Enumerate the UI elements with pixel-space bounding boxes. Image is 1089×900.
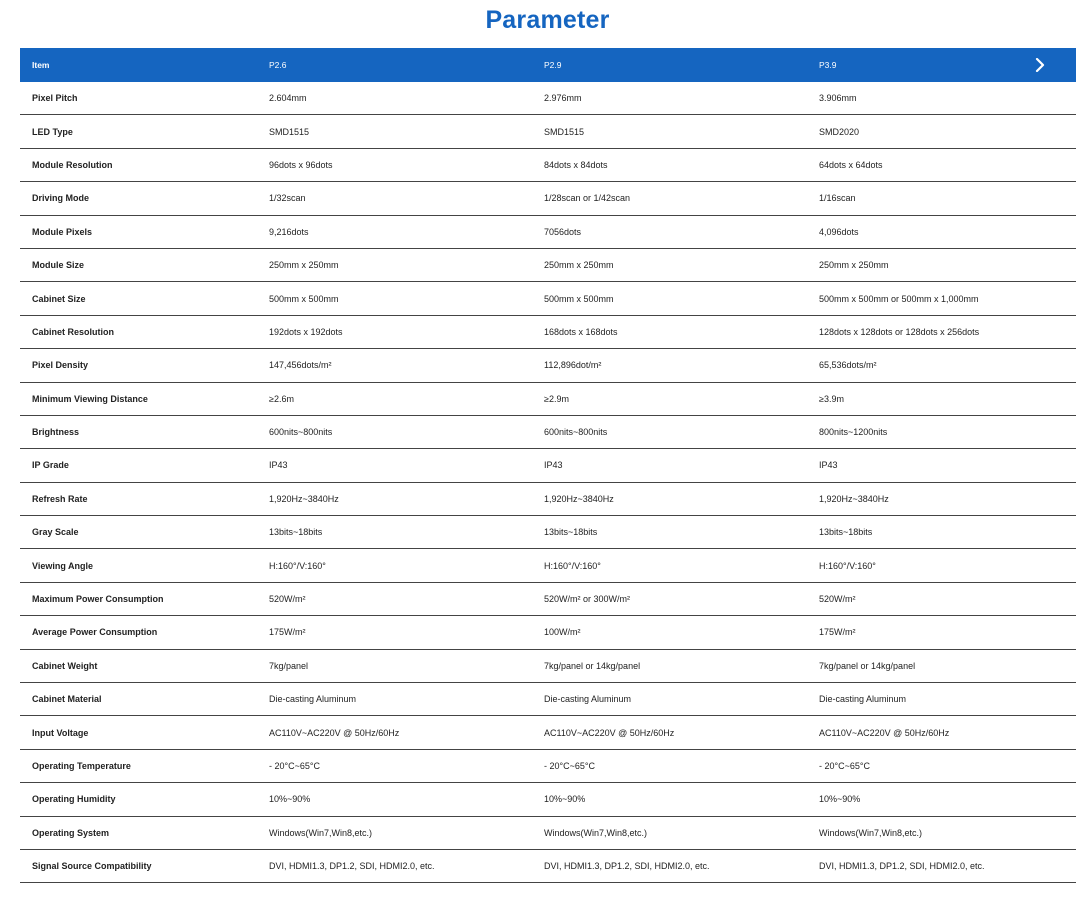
table-row [20,316,1076,349]
table-row [20,182,1076,215]
row-label: Input Voltage [32,727,89,738]
table-row [20,149,1076,182]
value-p3-9: ≥3.9m [819,393,844,404]
header-model-p2-6: P2.6 [269,60,287,70]
value-p2-9: H:160°/V:160° [544,560,601,571]
value-p2-9: 2.976mm [544,93,582,104]
value-p3-9: 500mm x 500mm or 500mm x 1,000mm [819,293,979,304]
table-body [20,82,1076,883]
value-p3-9: 7kg/panel or 14kg/panel [819,660,916,671]
value-p2-9: 168dots x 168dots [544,326,618,337]
value-p2-9: 500mm x 500mm [544,293,614,304]
value-p3-9: 128dots x 128dots or 128dots x 256dots [819,326,980,337]
header-model-p2-9: P2.9 [544,60,562,70]
header-item: Item [32,60,50,70]
row-label: Average Power Consumption [32,627,158,638]
table-row [20,516,1076,549]
value-p3-9: SMD2020 [819,126,860,137]
next-columns-button[interactable] [1030,48,1050,82]
parameter-table [20,48,1076,883]
table-row [20,82,1076,115]
value-p3-9: 13bits~18bits [819,527,873,538]
value-p2-9: ≥2.9m [544,393,569,404]
table-row [20,282,1076,315]
value-p2-6: ≥2.6m [269,393,294,404]
table-row [20,683,1076,716]
value-p2-9: Die-casting Aluminum [544,694,632,705]
value-p2-6: Die-casting Aluminum [269,694,357,705]
row-label: Operating System [32,827,110,838]
value-p2-9: 1/28scan or 1/42scan [544,193,631,204]
value-p2-6: 520W/m² [269,594,306,605]
table-row [20,416,1076,449]
table-row [20,716,1076,749]
table-row [20,783,1076,816]
value-p2-6: Windows(Win7,Win8,etc.) [269,827,373,838]
value-p2-6: 250mm x 250mm [269,260,339,271]
row-label: Cabinet Resolution [32,326,115,337]
value-p2-6: 147,456dots/m² [269,360,332,371]
value-p3-9: 4,096dots [819,226,859,237]
row-label: Cabinet Weight [32,660,98,671]
value-p2-6: 10%~90% [269,794,311,805]
value-p2-9: Windows(Win7,Win8,etc.) [544,827,648,838]
value-p2-6: 175W/m² [269,627,306,638]
value-p2-6: 96dots x 96dots [269,159,333,170]
table-row [20,115,1076,148]
row-label: Pixel Pitch [32,93,78,104]
table-row [20,750,1076,783]
value-p2-9: 13bits~18bits [544,527,598,538]
value-p2-6: DVI, HDMI1.3, DP1.2, SDI, HDMI2.0, etc. [269,861,435,872]
value-p3-9: - 20°C~65°C [819,761,870,771]
row-label: Gray Scale [32,527,79,538]
page-title: Parameter [485,6,610,34]
row-label: Brightness [32,427,80,438]
table-header-row [20,48,1076,82]
value-p2-9: 1,920Hz~3840Hz [544,493,614,504]
value-p3-9: 64dots x 64dots [819,159,883,170]
table-row [20,850,1076,883]
row-label: Signal Source Compatibility [32,861,152,872]
value-p3-9: 250mm x 250mm [819,260,889,271]
value-p3-9: H:160°/V:160° [819,560,876,571]
value-p2-9: AC110V~AC220V @ 50Hz/60Hz [544,727,675,738]
value-p2-6: 500mm x 500mm [269,293,339,304]
row-label: Cabinet Material [32,694,102,705]
row-label: Maximum Power Consumption [32,594,164,605]
table-row [20,583,1076,616]
table-row [20,216,1076,249]
row-label: Operating Temperature [32,761,131,771]
value-p2-6: 13bits~18bits [269,527,323,538]
value-p2-9: DVI, HDMI1.3, DP1.2, SDI, HDMI2.0, etc. [544,861,710,872]
value-p3-9: 10%~90% [819,794,861,805]
value-p3-9: 65,536dots/m² [819,360,877,371]
value-p2-6: AC110V~AC220V @ 50Hz/60Hz [269,727,400,738]
value-p2-6: 2.604mm [269,93,307,104]
table-row [20,817,1076,850]
table-row [20,616,1076,649]
value-p2-9: 84dots x 84dots [544,159,608,170]
value-p2-6: 1/32scan [269,193,306,204]
table-row [20,549,1076,582]
value-p2-9: 112,896dot/m² [544,360,602,371]
chevron-right-icon [1035,58,1045,72]
value-p3-9: 1/16scan [819,193,856,204]
value-p2-6: 192dots x 192dots [269,326,343,337]
value-p2-6: 7kg/panel [269,660,309,671]
row-label: Viewing Angle [32,560,94,571]
value-p3-9: DVI, HDMI1.3, DP1.2, SDI, HDMI2.0, etc. [819,861,985,872]
row-label: Module Pixels [32,226,93,237]
row-label: Minimum Viewing Distance [32,393,148,404]
value-p3-9: Die-casting Aluminum [819,694,907,705]
row-label: Driving Mode [32,193,90,204]
row-label: LED Type [32,126,73,137]
value-p2-9: IP43 [544,460,563,471]
value-p3-9: 1,920Hz~3840Hz [819,493,889,504]
value-p2-6: 1,920Hz~3840Hz [269,493,339,504]
table-row [20,349,1076,382]
value-p2-9: 600nits~800nits [544,427,608,438]
value-p3-9: AC110V~AC220V @ 50Hz/60Hz [819,727,950,738]
value-p3-9: IP43 [819,460,838,471]
value-p3-9: Windows(Win7,Win8,etc.) [819,827,923,838]
row-label: Module Resolution [32,159,113,170]
value-p3-9: 800nits~1200nits [819,427,888,438]
value-p2-6: - 20°C~65°C [269,761,320,771]
value-p3-9: 175W/m² [819,627,856,638]
row-label: Cabinet Size [32,293,86,304]
value-p2-9: 7056dots [544,226,582,237]
value-p2-9: 100W/m² [544,627,581,638]
value-p2-9: 520W/m² or 300W/m² [544,594,631,605]
row-label: Pixel Density [32,360,89,371]
value-p3-9: 520W/m² [819,594,856,605]
value-p2-6: SMD1515 [269,126,310,137]
table-row [20,483,1076,516]
table-row [20,249,1076,282]
value-p2-6: 9,216dots [269,226,309,237]
value-p2-6: H:160°/V:160° [269,560,326,571]
value-p2-9: SMD1515 [544,126,585,137]
value-p3-9: 3.906mm [819,93,857,104]
row-label: Module Size [32,260,85,271]
value-p2-6: IP43 [269,460,288,471]
header-model-p3-9: P3.9 [819,60,837,70]
row-label: Operating Humidity [32,794,116,805]
value-p2-9: 7kg/panel or 14kg/panel [544,660,641,671]
row-label: IP Grade [32,460,69,471]
value-p2-9: - 20°C~65°C [544,761,595,771]
value-p2-6: 600nits~800nits [269,427,333,438]
value-p2-9: 250mm x 250mm [544,260,614,271]
row-label: Refresh Rate [32,493,88,504]
table-row [20,383,1076,416]
table-row [20,449,1076,482]
table-row [20,650,1076,683]
value-p2-9: 10%~90% [544,794,586,805]
